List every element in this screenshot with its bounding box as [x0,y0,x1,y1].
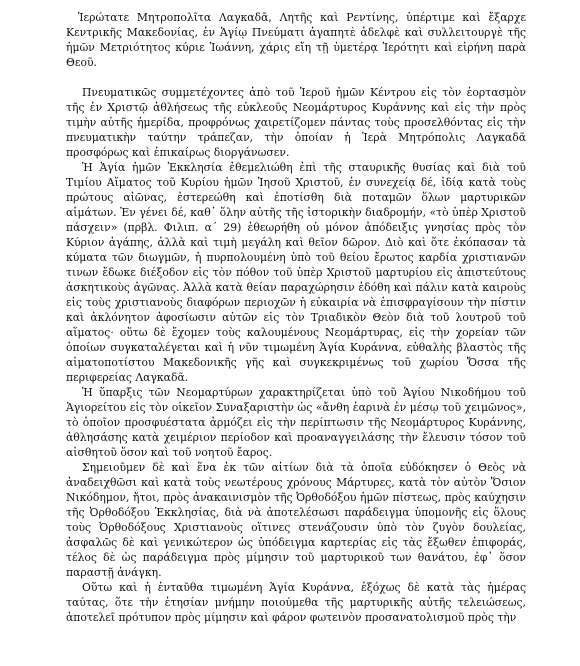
salutation-paragraph: Ἱερώτατε Μητροπολῖτα Λαγκαδᾶ, Λητῆς καὶ Ρεντίνης, ὑπέρτιμε καὶ ἔξαρχε Κεντρικῆς Μακεδονίας, ἐν Ἁγίῳ Πνεύματι ἀγαπητὲ ἀδελφὲ καὶ συλλειτουργὲ τῆς ἡμῶν Μετριότητος κύριε Ἰωάννη, χάρις εἴη τῇ ὑμετέρᾳ Ἱερότητι καὶ εἰρήνη παρὰ Θεοῦ. [66,11,526,69]
body-paragraph-neomartyrs: Ἡ ὕπαρξις τῶν Νεομαρτύρων χαρακτηρίζεται ὑπὸ τοῦ Ἁγίου Νικοδήμου τοῦ Ἁγιορείτου εἰς τὸν οἰκεῖον Συναξαριστὴν ὡς «ἄνθη ἐαρινὰ ἐν μέσῳ τοῦ χειμῶνος», τὸ ὁποῖον προσφυέστατα ἁρμόζει εἰς τὴν περίπτωσιν τῆς Νεομάρτυρος Κυράννης, ἀθλησάσης κατὰ χειμέριον περίοδον καὶ προαναγγειλάσης τὴν ἔλευσιν τόσον τοῦ αἰσθητοῦ ὅσον καὶ τοῦ νοητοῦ ἔαρος. [66,386,526,459]
body-paragraph-kyranna: Οὕτω καὶ ἡ ἐνταῦθα τιμωμένη Ἁγία Κυράννα, ἐξόχως δὲ κατὰ τὰς ἡμέρας ταύτας, ὅτε τὴν ἐτησίαν μνήμην ποιούμεθα τῆς μαρτυρικῆς αὐτῆς τελειώσεως, ἀποτελεῖ πρότυπον πρὸς μίμησιν καὶ φάρον φωτεινὸν προσανατολισμοῦ πρὸς τὴν [66,581,526,624]
body-paragraph-martyrdom: Ἡ Ἁγία ἡμῶν Ἐκκλησία ἐθεμελιώθη ἐπὶ τῆς σταυρικῆς θυσίας καὶ διὰ τοῦ Τιμίου Αἵματος τοῦ Κυρίου ἡμῶν Ἰησοῦ Χριστοῦ, ἐν συνεχείᾳ δέ, ἰδίᾳ κατὰ τοὺς πρώτους αἰῶνας, ἐστερεώθη καὶ ἐποτίσθη διὰ ποταμῶν ὅλων μαρτυρικῶν αἱμάτων. Ἐν γένει δέ, καθ᾽ ὅλην αὐτῆς τῆς ἱστορικὴν διαδρομήν, «τὸ ὑπὲρ Χριστοῦ πάσχειν» (πρβλ. Φιλιπ. α´ 29) ἐθεωρήθη οὐ μόνον ἀπόδειξις γνησίας πρὸς τὸν Κύριον ἀγάπης, ἀλλὰ καὶ τιμὴ μεγάλη καὶ θεῖον δῶρον. Διὸ καὶ ὅτε ἐκόπασαν τὰ κύματα τῶν διωγμῶν, ἡ πυρπολουμένη ὑπὸ τοῦ θείου ἔρωτος καρδία χριστιανῶν τινων ἔδωκε διέξοδον εἰς τὸν πόθον τοῦ ὑπὲρ Χριστοῦ μαρτυρίου εἰς ἀπιστεύτους ἀσκητικοὺς ἀγῶνας. Ἀλλὰ κατὰ θείαν παραχώρησιν ἐδόθη καὶ πάλιν κατὰ καιροὺς εἰς τοὺς χριστιανοὺς διαφόρων περιοχῶν ἡ εὐκαιρία νὰ ἐπισφραγίσουν τὴν πίστιν καὶ ἀκλόνητον ἀφοσίωσιν αὐτῶν εἰς τὸν Τριαδικὸν Θεὸν διὰ τοῦ λουτροῦ τοῦ αἵματος· οὕτω δὲ ἔχομεν τοὺς καλουμένους Νεομάρτυρας, εἰς τὴν χορείαν τῶν ὁποίων συγκαταλέγεται καὶ ἡ νῦν τιμωμένη Ἁγία Κυράννα, εὐθαλὴς βλαστὸς τῆς αἱματοποτίστου Μακεδονικῆς γῆς καὶ συγκεκριμένως τοῦ χωρίου Ὄσσα τῆς περιφερείας Λαγκαδᾶ. [66,161,526,384]
letter-body [66,10,526,625]
body-paragraph-reasons: Σημειοῦμεν δὲ καὶ ἕνα ἐκ τῶν αἰτίων διὰ τὰ ὁποῖα εὐδόκησεν ὁ Θεὸς νὰ ἀναδειχθῶσι καὶ κατὰ τοὺς νεωτέρους χρόνους Μάρτυρες, κατὰ τὸν αὐτὸν Ὅσιον Νικόδημον, ἤτοι, πρὸς ἀνακαινισμὸν τῆς Ὀρθοδόξου ἡμῶν πίστεως, πρὸς καύχησιν τῆς Ὀρθοδόξου Ἐκκλησίας, διὰ νὰ ἀποτελέσωσι παράδειγμα ὑπομονῆς εἰς ὅλους τοὺς Ὀρθοδόξους Χριστιανοὺς οἵτινες στενάζουσιν ὑπὸ τὸν ζυγὸν δουλείας, ἀσφαλῶς δὲ καὶ γενικώτερον ὡς ὑπόδειγμα καρτερίας εἰς τὰς ἔξωθεν ἐπιφοράς, τέλος δὲ ὡς παράδειγμα πρὸς μίμησιν τοῦ μαρτυρικοῦ των θανάτου, ἐφ᾽ ὅσον παραστῇ ἀνάγκη. [66,461,526,579]
greeting-paragraph: Πνευματικῶς συμμετέχοντες ἀπὸ τοῦ Ἱεροῦ ἡμῶν Κέντρου εἰς τὸν ἑορτασμὸν τῆς ἐν Χριστῷ ἀθλήσεως τῆς εὐκλεοῦς Νεομάρτυρος Κυράννης καὶ εἰς τὴν πρὸς τιμὴν αὐτῆς ἡμερίδα, προφρόνως χαιρετίζομεν πάντας τοὺς προσελθόντας εἰς τὴν πνευματικὴν ταύτην τράπεζαν, τὴν ὁποίαν ἡ Ἱερὰ Μητρόπολις Λαγκαδᾶ προσφόρως καὶ ἐπικαίρως διοργάνωσεν. [66,86,526,159]
